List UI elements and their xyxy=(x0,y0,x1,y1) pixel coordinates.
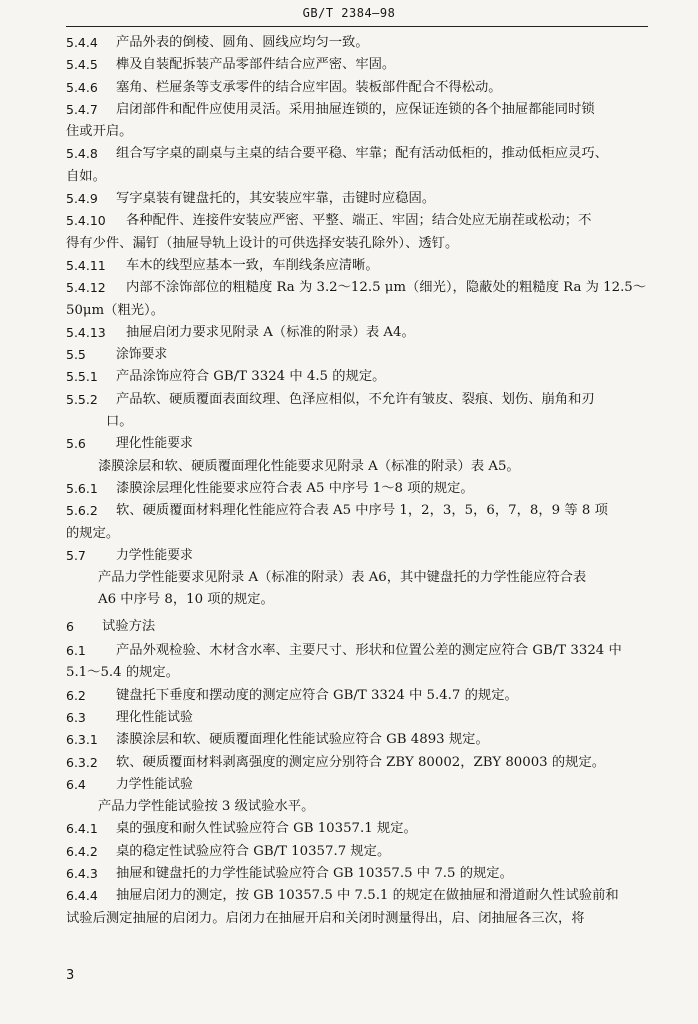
clause-number: 5.4.10 xyxy=(66,213,106,229)
text-line: A6 中序号 8，10 项的规定。 xyxy=(98,592,274,608)
text-line: 5.1～5.4 的规定。 xyxy=(66,665,180,681)
clause-number: 5.5 xyxy=(66,347,86,363)
text-line: 住或开启。 xyxy=(66,124,133,140)
clause xyxy=(66,143,654,188)
text-line: 口。 xyxy=(106,414,133,430)
clause-number: 5.4.8 xyxy=(66,146,98,162)
clause-number: 6.3 xyxy=(66,709,86,725)
clause xyxy=(66,255,654,277)
clause xyxy=(66,841,654,863)
clause-number: 6.3.2 xyxy=(66,754,98,770)
clause xyxy=(66,752,654,774)
clause-number: 5.6.2 xyxy=(66,503,98,519)
clause-text: 产品外观检验、木材含水率、主要尺寸、形状和位置公差的测定应符合 GB/T 3324 中 xyxy=(116,643,622,659)
clause xyxy=(66,640,654,685)
clause xyxy=(66,478,654,500)
clause-text: 产品外表的倒棱、圆角、圆线应均匀一致。 xyxy=(116,35,369,50)
header-rule xyxy=(66,26,648,27)
clause-text: 抽屉启闭力的测定，按 GB 10357.5 中 7.5.1 的规定在做抽屉和滑道耐久性试验前和 xyxy=(116,888,619,904)
text-line: 50μm（粗光）。 xyxy=(66,302,165,318)
clause-text: 力学性能试验 xyxy=(116,776,193,792)
clause-text: 内部不涂饰部位的粗糙度 Ra 为 3.2～12.5 μm（细光），隐蔽处的粗糙度 Ra 为 12.5～ xyxy=(126,280,647,296)
clause-number: 6.4 xyxy=(66,776,86,792)
clause-number: 6.4.4 xyxy=(66,888,98,904)
clause-text: 车木的线型应基本一致，车削线条应清晰。 xyxy=(126,257,379,273)
clause-number: 5.4.13 xyxy=(66,324,106,340)
clause xyxy=(66,366,654,388)
text-line: 产品力学性能试验按 3 级试验水平。 xyxy=(98,799,315,815)
clause-number: 6 xyxy=(66,618,74,634)
clause-number: 6.4.1 xyxy=(66,821,98,837)
text-line: 漆膜涂层和软、硬质覆面理化性能要求见附录 A（标准的附录）表 A5。 xyxy=(98,458,520,474)
clause xyxy=(66,818,654,840)
clause xyxy=(66,389,654,434)
clause-number: 5.4.7 xyxy=(66,101,98,117)
clause-text: 产品涂饰应符合 GB/T 3324 中 4.5 的规定。 xyxy=(116,369,386,385)
clause xyxy=(66,322,654,344)
subsection-heading xyxy=(66,433,654,455)
clause-number: 6.4.3 xyxy=(66,865,98,881)
clause xyxy=(66,54,654,76)
clause-number: 5.5.1 xyxy=(66,369,98,385)
clause-text: 启闭部件和配件应使用灵活。采用抽屉连锁的，应保证连锁的各个抽屉都能同时锁 xyxy=(116,101,595,117)
clause-text: 漆膜涂层理化性能要求应符合表 A5 中序号 1～8 项的规定。 xyxy=(116,480,474,496)
text-line: 产品力学性能要求见附录 A（标准的附录）表 A6，其中键盘托的力学性能应符合表 xyxy=(98,570,587,586)
clause xyxy=(66,729,654,751)
clause-text: 产品软、硬质覆面表面纹理、色泽应相似，不允许有皱皮、裂痕、划伤、崩角和刃 xyxy=(116,391,595,407)
clause-number: 5.4.6 xyxy=(66,79,98,95)
clause-text: 组合写字桌的副桌与主桌的结合要平稳、牢靠；配有活动低柜的，推动低柜应灵巧、 xyxy=(116,146,608,162)
clause-text: 理化性能试验 xyxy=(116,709,193,725)
text-line: 试验后测定抽屉的启闭力。启闭力在抽屉开启和关闭时测量得出，启、闭抽屉各三次，将 xyxy=(66,910,585,926)
clause xyxy=(66,885,654,930)
clause-number: 5.6.1 xyxy=(66,480,98,496)
clause-text: 力学性能要求 xyxy=(116,547,193,563)
clause-text: 涂饰要求 xyxy=(116,347,168,363)
clause-text: 软、硬质覆面材料理化性能应符合表 A5 中序号 1，2，3，5，6，7，8，9 等 8 项 xyxy=(116,503,608,519)
clause-text: 榫及自装配拆装产品零部件结合应严密、牢固。 xyxy=(116,57,396,73)
subsection-heading xyxy=(66,344,654,366)
page-header: GB/T 2384—98 xyxy=(302,6,396,20)
clause-number: 5.5.2 xyxy=(66,391,98,407)
clause-number: 6.1 xyxy=(66,643,86,659)
clause xyxy=(66,32,654,54)
paragraph xyxy=(66,796,654,818)
text-line: 自如。 xyxy=(66,168,106,184)
clause-text: 软、硬质覆面材料剥离强度的测定应分别符合 ZBY 80002，ZBY 80003 的规定。 xyxy=(116,754,606,770)
clause-text: 抽屉启闭力要求见附录 A（标准的附录）表 A4。 xyxy=(126,324,415,340)
subsection-heading xyxy=(66,545,654,567)
clause-text: 键盘托下垂度和摆动度的测定应符合 GB/T 3324 中 5.4.7 的规定。 xyxy=(116,687,518,703)
clause-number: 5.4.12 xyxy=(66,280,106,296)
text-line: 的规定。 xyxy=(66,525,120,541)
clause xyxy=(66,863,654,885)
clause-number: 6.4.2 xyxy=(66,843,98,859)
paragraph xyxy=(66,567,654,612)
clause xyxy=(66,188,654,210)
document-body xyxy=(66,32,654,930)
clause xyxy=(66,99,654,144)
clause xyxy=(66,277,654,322)
clause-number: 6.2 xyxy=(66,687,86,703)
clause-text: 各种配件、连接件安装应严密、平整、端正、牢固；结合处应无崩茬或松动；不 xyxy=(126,213,592,229)
paragraph xyxy=(66,456,654,478)
clause xyxy=(66,77,654,99)
clause-text: 漆膜涂层和软、硬质覆面理化性能试验应符合 GB 4893 规定。 xyxy=(116,732,489,748)
clause-number: 6.3.1 xyxy=(66,732,98,748)
clause-number: 5.4.11 xyxy=(66,257,106,273)
clause-text: 塞角、栏屉条等支承零件的结合应牢固。装板部件配合不得松动。 xyxy=(116,79,502,95)
clause-text: 理化性能要求 xyxy=(116,436,193,452)
clause-number: 5.6 xyxy=(66,436,86,452)
page-number: 3 xyxy=(66,968,75,983)
clause-text: 桌的稳定性试验应符合 GB/T 10357.7 规定。 xyxy=(116,843,391,859)
clause-number: 5.4.4 xyxy=(66,35,98,50)
clause-number: 5.4.5 xyxy=(66,57,98,73)
subsection-heading xyxy=(66,707,654,729)
text-line: 得有少件、漏钉（抽屉导轨上设计的可供选择安装孔除外）、透钉。 xyxy=(66,235,459,251)
clause-number: 5.4.9 xyxy=(66,191,98,207)
clause xyxy=(66,500,654,545)
clause-text: 写字桌装有键盘托的，其安装应牢靠，击键时应稳固。 xyxy=(116,191,436,207)
clause-text: 试验方法 xyxy=(102,618,156,634)
section-heading xyxy=(66,616,654,638)
subsection-heading xyxy=(66,774,654,796)
clause-text: 桌的强度和耐久性试验应符合 GB 10357.1 规定。 xyxy=(116,821,417,837)
clause-number: 5.7 xyxy=(66,547,86,563)
clause xyxy=(66,685,654,707)
clause xyxy=(66,210,654,255)
clause-text: 抽屉和键盘托的力学性能试验应符合 GB 10357.5 中 7.5 的规定。 xyxy=(116,865,513,881)
